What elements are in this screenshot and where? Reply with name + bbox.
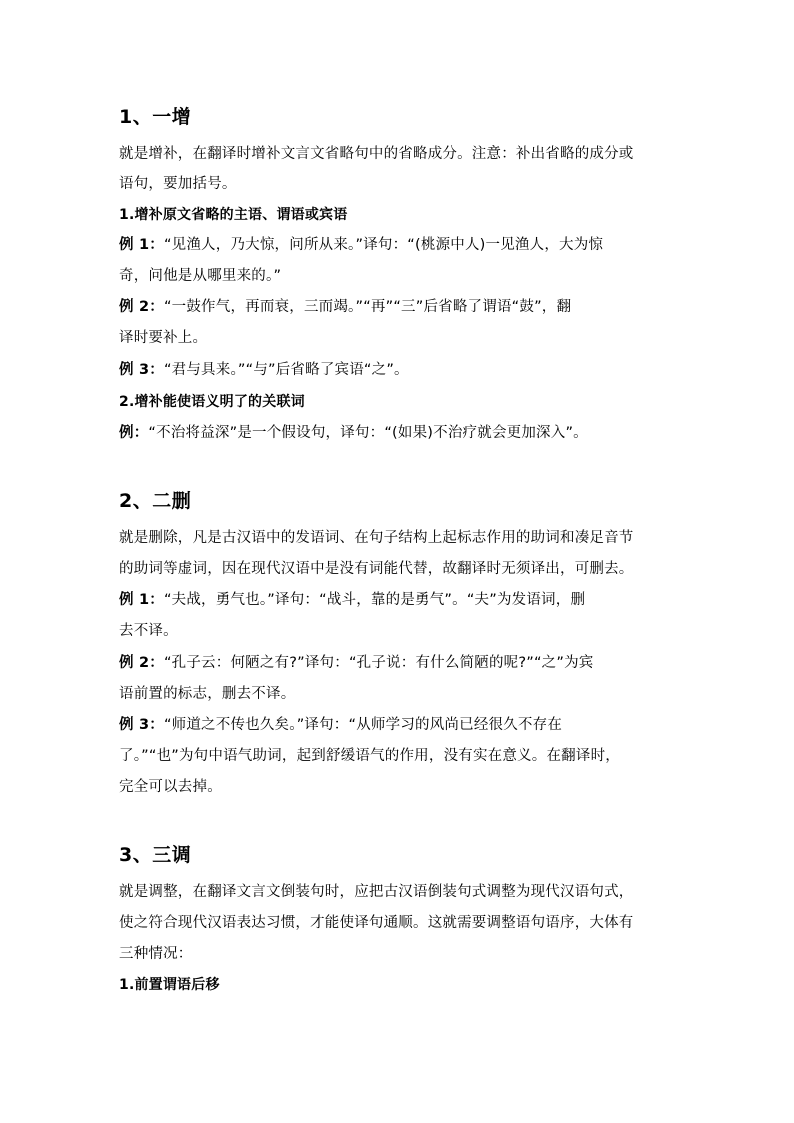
example-label: 例 3： [119, 362, 164, 378]
section-1-example-3 [119, 360, 409, 380]
section-3-intro-line-2: 使之符合现代汉语表达习惯，才能使译句通顺。这就需要调整语句语序，大体有 [119, 915, 634, 931]
example-label: 例： [119, 425, 149, 441]
section-1-example-4 [119, 423, 588, 443]
example-text: “见渔人，乃大惊，问所从来。”译句：“(桃源中人)一见渔人，大为惊 [163, 237, 604, 253]
section-1-subheading-1: 1.增补原文省略的主语、谓语或宾语 [119, 207, 348, 223]
section-2-example-2 [119, 653, 594, 673]
section-2-intro-line-1: 就是删除，凡是古汉语中的发语词、在句子结构上起标志作用的助词和凑足音节 [119, 530, 634, 546]
section-1-example-1 [119, 235, 603, 255]
section-2-intro-line-2: 的助词等虚词，因在现代汉语中是没有词能代替，故翻译时无须译出，可删去。 [119, 561, 634, 577]
section-3-intro-line-1: 就是调整，在翻译文言文倒装句时，应把古汉语倒装句式调整为现代汉语句式， [119, 884, 634, 900]
example-text: “夫战，勇气也。”译句：“战斗，靠的是勇气”。“夫”为发语词，删 [163, 592, 586, 608]
example-text: “师道之不传也久矣。”译句：“从师学习的风尚已经很久不存在 [163, 717, 563, 733]
example-text: “不治将益深”是一个假设句，译句：“(如果)不治疗就会更加深入”。 [148, 425, 588, 441]
section-1-intro-line-2: 语句，要加括号。 [119, 176, 237, 192]
section-3-heading: 3、三调 [119, 844, 192, 866]
section-2-example-3-cont-2: 完全可以去掉。 [119, 779, 222, 795]
example-label: 例 1： [119, 592, 164, 608]
section-2-example-1 [119, 590, 585, 610]
section-1-example-2-cont: 译时要补上。 [119, 330, 208, 346]
section-2-example-1-cont: 去不译。 [119, 623, 178, 639]
section-2-heading: 2、二删 [119, 490, 192, 512]
example-label: 例 2： [119, 299, 164, 315]
section-1-intro-line-1: 就是增补，在翻译时增补文言文省略句中的省略成分。注意：补出省略的成分或 [119, 146, 634, 162]
section-1-subheading-2: 2.增补能使语义明了的关联词 [119, 394, 305, 410]
example-text: “君与具来。”“与”后省略了宾语“之”。 [163, 362, 409, 378]
section-2-example-3-cont: 了。”“也”为句中语气助词，起到舒缓语气的作用，没有实在意义。在翻译时， [119, 748, 620, 764]
section-3-intro-line-3: 三种情况： [119, 946, 193, 962]
section-2-example-3 [119, 715, 562, 735]
section-1-example-1-cont: 奇，问他是从哪里来的。” [119, 268, 282, 284]
example-label: 例 2： [119, 655, 164, 671]
example-label: 例 3： [119, 717, 164, 733]
example-label: 例 1： [119, 237, 164, 253]
section-1-heading: 1、一增 [119, 106, 192, 128]
example-text: “孔子云：何陋之有?”译句：“孔子说：有什么简陋的呢?”“之”为宾 [163, 655, 594, 671]
section-1-example-2 [119, 297, 571, 317]
section-3-subheading-1: 1.前置谓语后移 [119, 977, 220, 993]
section-2-example-2-cont: 语前置的标志，删去不译。 [119, 686, 296, 702]
example-text: “一鼓作气，再而衰，三而竭。”“再”“三”后省略了谓语“鼓”，翻 [163, 299, 572, 315]
